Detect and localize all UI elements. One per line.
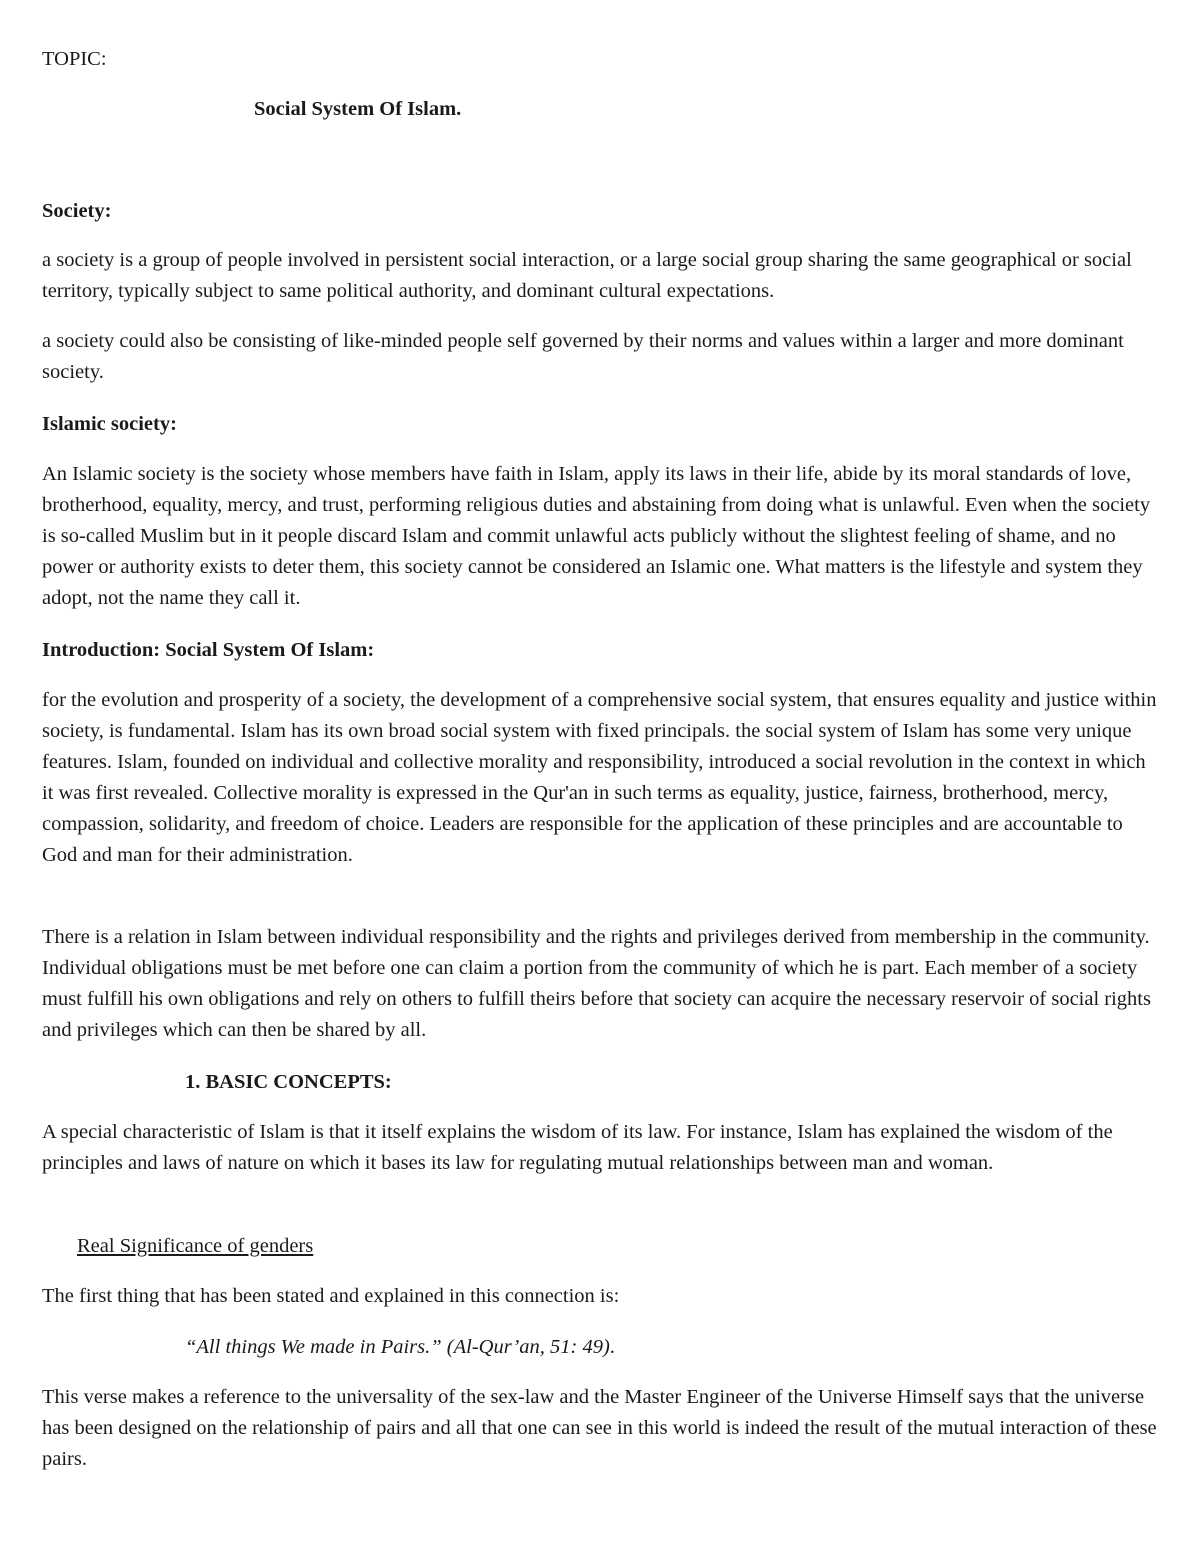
- introduction-paragraph-2: There is a relation in Islam between individual responsibility and the rights and privileges derived from membership in the community. Individual obligations must be met before one can claim a portion from the community of which he is part. Each member of a society must fulfill his own obligations and rely on others to fulfill theirs before that society can acquire the necessary reservoir of social rights and privileges which can then be shared by all.: [42, 926, 1151, 1041]
- islamic-society-paragraph: An Islamic society is the society whose members have faith in Islam, apply its laws in their life, abide by its moral standards of love, brotherhood, equality, mercy, and trust, performing religious duties and abstaining from doing what is unlawful. Even when the society is so-called Muslim but in it people discard Islam and commit unlawful acts publicly without the slightest feeling of shame, and no power or authority exists to deter them, this society cannot be considered an Islamic one. What matters is the lifestyle and system they adopt, not the name they call it.: [42, 463, 1151, 609]
- document-title: Social System Of Islam.: [254, 98, 462, 120]
- genders-subheading: [77, 1231, 677, 1262]
- quran-quote-period: .: [609, 1336, 615, 1358]
- basic-concepts-heading: 1. BASIC CONCEPTS:: [185, 1071, 392, 1093]
- genders-subheading-text: Real Significance of genders: [77, 1235, 314, 1257]
- genders-paragraph-1: The first thing that has been stated and explained in this connection is:: [42, 1285, 620, 1307]
- introduction-paragraph-1: for the evolution and prosperity of a society, the development of a comprehensive social system, that ensures equality and justice within society, is fundamental. Islam has its own broad social system with fixed principals. the social system of Islam has some very unique features. Islam, founded on individual and collective morality and responsibility, introduced a social revolution in the context in which it was first revealed. Collective morality is expressed in the Qur'an in such terms as equality, justice, fairness, brotherhood, mercy, compassion, solidarity, and freedom of choice. Leaders are responsible for the application of these principles and are accountable to God and man for their administration.: [42, 689, 1157, 866]
- topic-label: TOPIC:: [42, 48, 107, 70]
- introduction-heading: Introduction: Social System Of Islam:: [42, 639, 375, 661]
- basic-concepts-paragraph: A special characteristic of Islam is that it itself explains the wisdom of its law. For instance, Islam has explained the wisdom of the principles and laws of nature on which it bases its law for regulating mutual relationships between man and woman.: [42, 1121, 1113, 1174]
- quran-quote: [185, 1332, 1085, 1363]
- genders-paragraph-2: This verse makes a reference to the universality of the sex-law and the Master Engineer of the Universe Himself says that the universe has been designed on the relationship of pairs and all that one can see in this world is indeed the result of the mutual interaction of these pairs.: [42, 1386, 1157, 1470]
- quran-quote-text: “All things We made in Pairs.” (Al-Qur’an, 51: 49): [185, 1336, 610, 1358]
- society-paragraph-1: a society is a group of people involved in persistent social interaction, or a large social group sharing the same geographical or social territory, typically subject to same political authority, and dominant cultural expectations.: [42, 249, 1132, 302]
- society-heading: Society:: [42, 200, 112, 222]
- society-paragraph-2: a society could also be consisting of like-minded people self governed by their norms and values within a larger and more dominant society.: [42, 330, 1124, 383]
- islamic-society-heading: Islamic society:: [42, 413, 177, 435]
